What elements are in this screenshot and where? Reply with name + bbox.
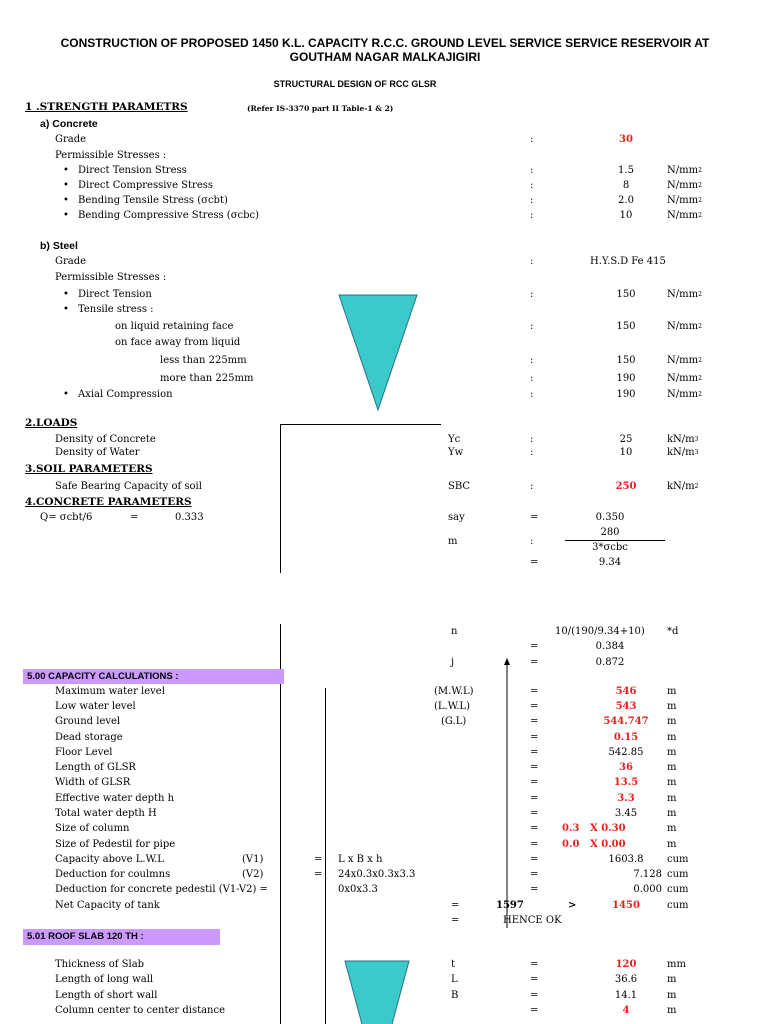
steel-less225-value: 150 bbox=[616, 355, 636, 366]
capacity-row-unit: m bbox=[667, 716, 677, 727]
concrete-params-heading: 4.CONCRETE PARAMETERS bbox=[25, 496, 192, 508]
capacity-row-symbol: (G.L) bbox=[441, 716, 467, 727]
capacity-row-label: Ground level bbox=[55, 716, 121, 727]
steel-more225-value: 190 bbox=[616, 373, 636, 384]
equals-sign: = bbox=[530, 1005, 539, 1016]
steel-liquid-face-value: 150 bbox=[616, 321, 636, 332]
loads-heading: 2.LOADS bbox=[25, 417, 78, 429]
net-capacity-label: Net Capacity of tank bbox=[55, 900, 160, 911]
steel-axial-value: 190 bbox=[616, 389, 636, 400]
roof-row-label: Length of short wall bbox=[55, 990, 158, 1001]
v2-formula: 24x0.3x0.3x3.3 bbox=[338, 869, 416, 880]
equals-sign: = bbox=[530, 793, 539, 804]
pedestil-deduction-formula: 0x0x3.3 bbox=[338, 884, 378, 895]
m-numerator: 280 bbox=[600, 527, 620, 538]
net-capacity-value: 1597 bbox=[496, 900, 524, 911]
capacity-row-label: Low water level bbox=[55, 701, 136, 712]
roof-row-value: 4 bbox=[622, 1005, 630, 1016]
steel-liquid-face-label: on liquid retaining face bbox=[115, 321, 234, 332]
v2-tag: (V2) bbox=[242, 869, 264, 880]
roof-row-value: 14.1 bbox=[614, 990, 638, 1001]
density-water-value: 10 bbox=[619, 447, 633, 458]
density-concrete-symbol: Yc bbox=[448, 434, 461, 445]
pedestil-deduction-unit: cum bbox=[667, 884, 689, 895]
triangle-shape bbox=[344, 960, 410, 1024]
vertical-rule bbox=[280, 624, 281, 1024]
colon: : bbox=[530, 165, 534, 176]
equals-sign: = bbox=[530, 808, 539, 819]
equals-sign: = bbox=[451, 900, 460, 911]
roof-row-unit: m bbox=[667, 974, 677, 985]
colon: : bbox=[530, 321, 534, 332]
fraction-bar bbox=[565, 540, 665, 541]
capacity-row-label: Floor Level bbox=[55, 747, 113, 758]
steel-unit: $N/mm^2$ bbox=[667, 373, 702, 384]
capacity-row-value: 546 bbox=[615, 686, 637, 697]
capacity-row-value: 3.45 bbox=[614, 808, 638, 819]
equals-sign: = bbox=[530, 869, 539, 880]
section-1-heading: 1 .STRENGTH PARAMETRS bbox=[25, 101, 188, 113]
m-value: 9.34 bbox=[598, 557, 622, 568]
sbc-label: Safe Bearing Capacity of soil bbox=[55, 481, 202, 492]
roof-row-unit: mm bbox=[667, 959, 686, 970]
capacity-row-label: Total water depth H bbox=[55, 808, 157, 819]
pedestil-size-a: 0.0 bbox=[562, 839, 580, 850]
v2-value: 7.128 bbox=[633, 869, 662, 880]
colon: : bbox=[530, 373, 534, 384]
capacity-row-label: Dead storage bbox=[55, 732, 123, 743]
capacity-row-value: 543 bbox=[615, 701, 637, 712]
concrete-row-unit: $N/mm^2$ bbox=[667, 180, 702, 191]
n-d-suffix: *d bbox=[667, 626, 679, 637]
capacity-row-label: Width of GLSR bbox=[55, 777, 131, 788]
concrete-row-value: 1.5 bbox=[618, 165, 634, 176]
roof-slab-heading: 5.01 ROOF SLAB 120 TH : bbox=[27, 931, 144, 942]
equals-sign: = bbox=[530, 701, 539, 712]
concrete-row-value: 10 bbox=[619, 210, 633, 221]
steel-unit: $N/mm^2$ bbox=[667, 321, 702, 332]
colon: : bbox=[530, 289, 534, 300]
steel-grade-label: Grade bbox=[55, 256, 87, 267]
n-value: 0.384 bbox=[595, 641, 625, 652]
m-denominator: 3*σcbc bbox=[592, 542, 628, 553]
equals-sign: = bbox=[530, 747, 539, 758]
capacity-row-value: 3.3 bbox=[617, 793, 635, 804]
capacity-heading: 5.00 CAPACITY CALCULATIONS : bbox=[27, 671, 179, 682]
j-label: j bbox=[451, 657, 455, 668]
roof-row-label: Thickness of Slab bbox=[55, 959, 145, 970]
capacity-row-value: 13.5 bbox=[613, 777, 639, 788]
capacity-row-unit: m bbox=[667, 701, 677, 712]
concrete-row-value: 2.0 bbox=[618, 195, 634, 206]
density-water-symbol: Yw bbox=[448, 447, 464, 458]
equals-sign: = bbox=[530, 959, 539, 970]
colon: : bbox=[530, 447, 534, 458]
page-title: CONSTRUCTION OF PROPOSED 1450 K.L. CAPACITY R.C.C. GROUND LEVEL SERVICE SERVICE RESERVOIR AT GOUTHAM NAGAR MALKAJIGIRI bbox=[60, 36, 710, 64]
colon: : bbox=[530, 210, 534, 221]
reference-note: (Refer IS-3370 part II Table-1 & 2) bbox=[247, 104, 394, 113]
capacity-row-unit: m bbox=[667, 777, 677, 788]
colon: : bbox=[530, 195, 534, 206]
equals-sign: = bbox=[530, 732, 539, 743]
colon: : bbox=[530, 389, 534, 400]
capacity-row-value: 542.85 bbox=[608, 747, 644, 758]
concrete-row-label: • Bending Compressive Stress (σcbc) bbox=[78, 210, 259, 222]
steel-direct-tension-value: 150 bbox=[616, 289, 636, 300]
pedestil-deduction-value: 0.000 bbox=[633, 884, 662, 895]
sbc-symbol: SBC bbox=[448, 481, 471, 492]
roof-row-unit: m bbox=[667, 1005, 677, 1016]
hence-ok-text: HENCE OK bbox=[503, 915, 562, 926]
colon: : bbox=[530, 481, 534, 492]
concrete-grade-label: Grade bbox=[55, 134, 87, 145]
capacity-row-unit: m bbox=[667, 808, 677, 819]
up-arrow-icon bbox=[502, 658, 512, 928]
capacity-row-unit: m bbox=[667, 793, 677, 804]
colon: : bbox=[530, 434, 534, 445]
density-water-unit: $kN/m^3$ bbox=[667, 447, 699, 458]
capacity-row-label: Effective water depth h bbox=[55, 793, 175, 804]
colon: : bbox=[530, 536, 534, 547]
concrete-row-value: 8 bbox=[622, 180, 630, 191]
concrete-row-unit: $N/mm^2$ bbox=[667, 195, 702, 206]
roof-row-unit: m bbox=[667, 990, 677, 1001]
capacity-row-unit: m bbox=[667, 686, 677, 697]
j-value: 0.872 bbox=[595, 657, 625, 668]
equals-sign: = bbox=[530, 686, 539, 697]
concrete-grade-value: 30 bbox=[619, 134, 633, 145]
equals-sign: = bbox=[314, 854, 323, 865]
v1-tag: (V1) bbox=[242, 854, 264, 865]
equals-sign: = bbox=[530, 884, 539, 895]
sbc-unit: $kN/m^2$ bbox=[667, 481, 699, 492]
v1-label: Capacity above L.W.L bbox=[55, 854, 164, 865]
equals-sign: = bbox=[530, 557, 539, 568]
capacity-row-symbol: (M.W.L) bbox=[434, 686, 474, 697]
equals-sign: = bbox=[530, 990, 539, 1001]
greater-than-sign: > bbox=[568, 900, 577, 911]
vertical-rule bbox=[280, 425, 281, 573]
capacity-row-symbol: (L.W.L) bbox=[434, 701, 470, 712]
steel-heading: b) Steel bbox=[40, 240, 78, 252]
colon: : bbox=[530, 256, 534, 267]
m-label: m bbox=[448, 536, 458, 547]
equals-sign: = bbox=[451, 915, 460, 926]
v2-unit: cum bbox=[667, 869, 689, 880]
roof-row-label: Length of long wall bbox=[55, 974, 154, 985]
concrete-row-unit: $N/mm^2$ bbox=[667, 165, 702, 176]
equals-sign: = bbox=[530, 854, 539, 865]
concrete-heading: a) Concrete bbox=[40, 118, 98, 130]
capacity-row-value: 0.15 bbox=[613, 732, 639, 743]
capacity-row-value: 36 bbox=[619, 762, 633, 773]
steel-unit: $N/mm^2$ bbox=[667, 355, 702, 366]
triangle-shape bbox=[338, 294, 418, 412]
concrete-row-label: • Bending Tensile Stress (σcbt) bbox=[78, 195, 228, 207]
soil-heading: 3.SOIL PARAMETERS bbox=[25, 463, 153, 475]
concrete-row-unit: $N/mm^2$ bbox=[667, 210, 702, 221]
colon: : bbox=[530, 134, 534, 145]
equals-sign: = bbox=[530, 641, 539, 652]
column-size-a: 0.3 bbox=[562, 823, 580, 834]
v1-value: 1603.8 bbox=[608, 854, 644, 865]
q-value: 0.333 bbox=[175, 512, 204, 523]
column-size-unit: m bbox=[667, 823, 677, 834]
density-concrete-label: Density of Concrete bbox=[55, 434, 156, 445]
n-expression: 10/(190/9.34+10) bbox=[555, 626, 645, 637]
equals-sign: = bbox=[130, 512, 139, 523]
q-formula-label: Q= σcbt/6 bbox=[40, 512, 93, 523]
pedestil-size-label: Size of Pedestil for pipe bbox=[55, 839, 176, 850]
steel-unit: $N/mm^2$ bbox=[667, 289, 702, 300]
pedestil-size-b: X 0.00 bbox=[590, 839, 626, 850]
sbc-value: 250 bbox=[615, 481, 637, 492]
say-label: say bbox=[448, 512, 465, 523]
say-value: 0.350 bbox=[595, 512, 625, 523]
density-water-label: Density of Water bbox=[55, 447, 140, 458]
equals-sign: = bbox=[530, 657, 539, 668]
equals-sign: = bbox=[530, 716, 539, 727]
n-label: n bbox=[451, 626, 458, 637]
v2-label: Deduction for coulmns bbox=[55, 869, 171, 880]
steel-axial-label: • Axial Compression bbox=[78, 389, 173, 401]
density-concrete-value: 25 bbox=[619, 434, 633, 445]
concrete-row-label: • Direct Compressive Stress bbox=[78, 180, 213, 192]
roof-row-symbol: t bbox=[451, 959, 456, 970]
steel-less225-label: less than 225mm bbox=[160, 355, 247, 366]
roof-row-value: 120 bbox=[615, 959, 637, 970]
pedestil-size-unit: m bbox=[667, 839, 677, 850]
capacity-row-label: Maximum water level bbox=[55, 686, 165, 697]
v1-formula: L x B x h bbox=[338, 854, 383, 865]
net-capacity-unit: cum bbox=[667, 900, 689, 911]
equals-sign: = bbox=[530, 762, 539, 773]
equals-sign: = bbox=[530, 974, 539, 985]
column-size-b: X 0.30 bbox=[590, 823, 626, 834]
steel-direct-tension-label: • Direct Tension bbox=[78, 289, 152, 301]
equals-sign: = bbox=[530, 823, 539, 834]
capacity-row-unit: m bbox=[667, 732, 677, 743]
concrete-row-label: • Direct Tension Stress bbox=[78, 165, 187, 177]
v1-unit: cum bbox=[667, 854, 689, 865]
steel-perm-label: Permissible Stresses : bbox=[55, 272, 167, 283]
concrete-perm-label: Permissible Stresses : bbox=[55, 150, 167, 161]
divider-line bbox=[280, 424, 441, 425]
steel-more225-label: more than 225mm bbox=[160, 373, 254, 384]
steel-tensile-label: • Tensile stress : bbox=[78, 304, 154, 316]
roof-row-symbol: B bbox=[451, 990, 459, 1001]
colon: : bbox=[530, 180, 534, 191]
capacity-row-unit: m bbox=[667, 762, 677, 773]
capacity-row-value: 544.747 bbox=[603, 716, 649, 727]
pedestil-deduction-label: Deduction for concrete pedestil (V1-V2) = bbox=[55, 884, 268, 895]
vertical-rule bbox=[325, 688, 326, 1024]
page-subtitle: STRUCTURAL DESIGN OF RCC GLSR bbox=[273, 79, 437, 89]
roof-row-label: Column center to center distance bbox=[55, 1005, 226, 1016]
column-size-label: Size of column bbox=[55, 823, 130, 834]
steel-unit: $N/mm^2$ bbox=[667, 389, 702, 400]
required-capacity-value: 1450 bbox=[612, 900, 640, 911]
steel-away-face-label: on face away from liquid bbox=[115, 337, 241, 348]
equals-sign: = bbox=[314, 869, 323, 880]
steel-grade-value: H.Y.S.D Fe 415 bbox=[590, 256, 666, 267]
density-concrete-unit: $kN/m^3$ bbox=[667, 434, 699, 445]
equals-sign: = bbox=[530, 839, 539, 850]
roof-row-value: 36.6 bbox=[614, 974, 638, 985]
equals-sign: = bbox=[530, 512, 539, 523]
roof-row-symbol: L bbox=[451, 974, 458, 985]
capacity-row-label: Length of GLSR bbox=[55, 762, 136, 773]
equals-sign: = bbox=[530, 777, 539, 788]
colon: : bbox=[530, 355, 534, 366]
capacity-row-unit: m bbox=[667, 747, 677, 758]
